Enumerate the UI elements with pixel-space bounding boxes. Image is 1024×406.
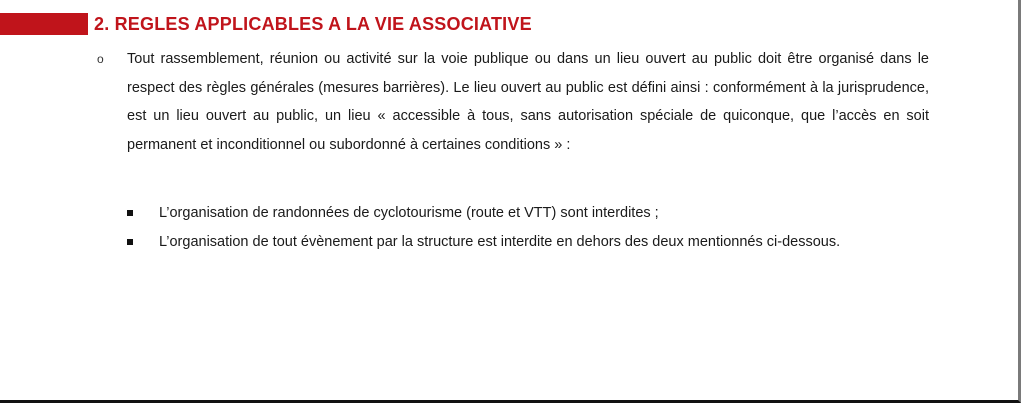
heading-accent-bar xyxy=(0,13,88,35)
list-item xyxy=(127,199,929,228)
list-item-text: L’organisation de randonnées de cyclotourisme (route et VTT) sont interdites ; xyxy=(159,205,659,221)
sub-item-list xyxy=(127,199,929,256)
circle-bullet-icon: o xyxy=(97,52,104,66)
list-item xyxy=(127,228,929,257)
main-paragraph: Tout rassemblement, réunion ou activité sur la voie publique ou dans un lieu ouvert au public doit être organisé dans le respect des règles générales (mesures barrières). Le lieu ouvert au public est défini ainsi : conformément à la jurisprudence, est un lieu ouvert au public, un lieu « accessible à tous, sans autorisation spéciale de quiconque, que l’accès en soit permanent et inconditionnel ou subordonné à certaines conditions » : xyxy=(127,51,929,153)
section-heading: 2. REGLES APPLICABLES A LA VIE ASSOCIATIVE xyxy=(94,14,532,34)
list-item-text: L’organisation de tout évènement par la structure est interdite en dehors des deux mentionnés ci-dessous. xyxy=(159,233,841,250)
square-bullet-icon xyxy=(127,210,133,216)
square-bullet-icon xyxy=(127,239,133,245)
